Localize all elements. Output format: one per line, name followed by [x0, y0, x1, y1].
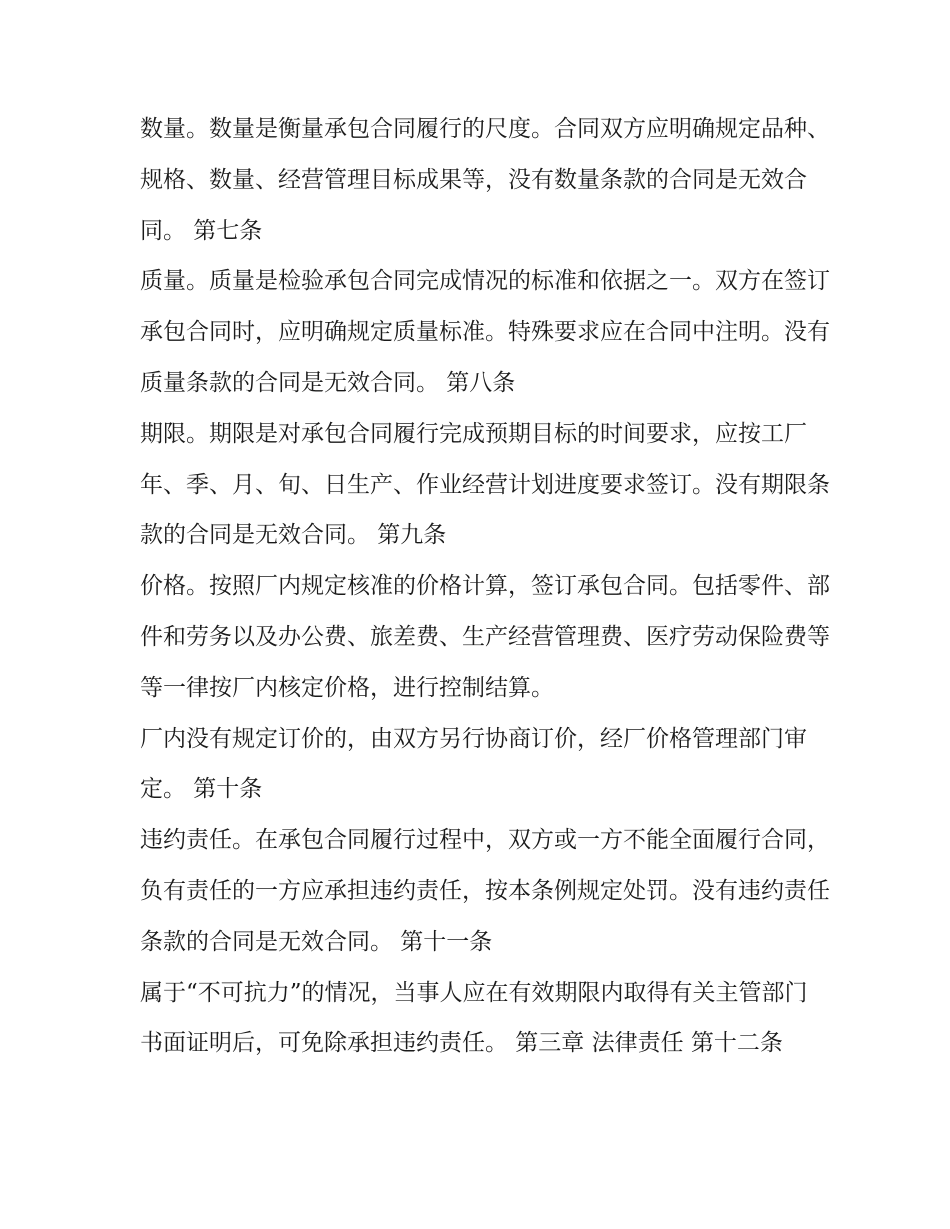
- paragraph-quantity: 数量。数量是衡量承包合同履行的尺度。合同双方应明确规定品种、规格、数量、经营管理目标成果等，没有数量条款的合同是无效合同。 第七条: [140, 116, 830, 244]
- paragraph-quality: 质量。质量是检验承包合同完成情况的标准和依据之一。双方在签订承包合同时，应明确规定质量标准。特殊要求应在合同中注明。没有质量条款的合同是无效合同。 第八条: [140, 268, 830, 396]
- paragraph-price: 价格。按照厂内规定核准的价格计算，签订承包合同。包括零件、部件和劳务以及办公费、旅差费、生产经营管理费、医疗劳动保险费等等一律按厂内核定价格，进行控制结算。: [140, 573, 830, 701]
- paragraph-force-majeure: 属于“不可抗力”的情况，当事人应在有效期限内取得有关主管部门书面证明后，可免除承担违约责任。 第三章 法律责任 第十二条: [140, 979, 808, 1057]
- paragraph-liability: 违约责任。在承包合同履行过程中，双方或一方不能全面履行合同，负有责任的一方应承担违约责任，按本条例规定处罚。没有违约责任条款的合同是无效合同。 第十一条: [140, 827, 830, 955]
- paragraph-term: 期限。期限是对承包合同履行完成预期目标的时间要求，应按工厂年、季、月、旬、日生产、作业经营计划进度要求签订。没有期限条款的合同是无效合同。 第九条: [140, 420, 830, 549]
- document-page: [140, 104, 830, 1069]
- paragraph-price-negotiation: 厂内没有规定订价的，由双方另行协商订价，经厂价格管理部门审定。 第十条: [140, 725, 807, 803]
